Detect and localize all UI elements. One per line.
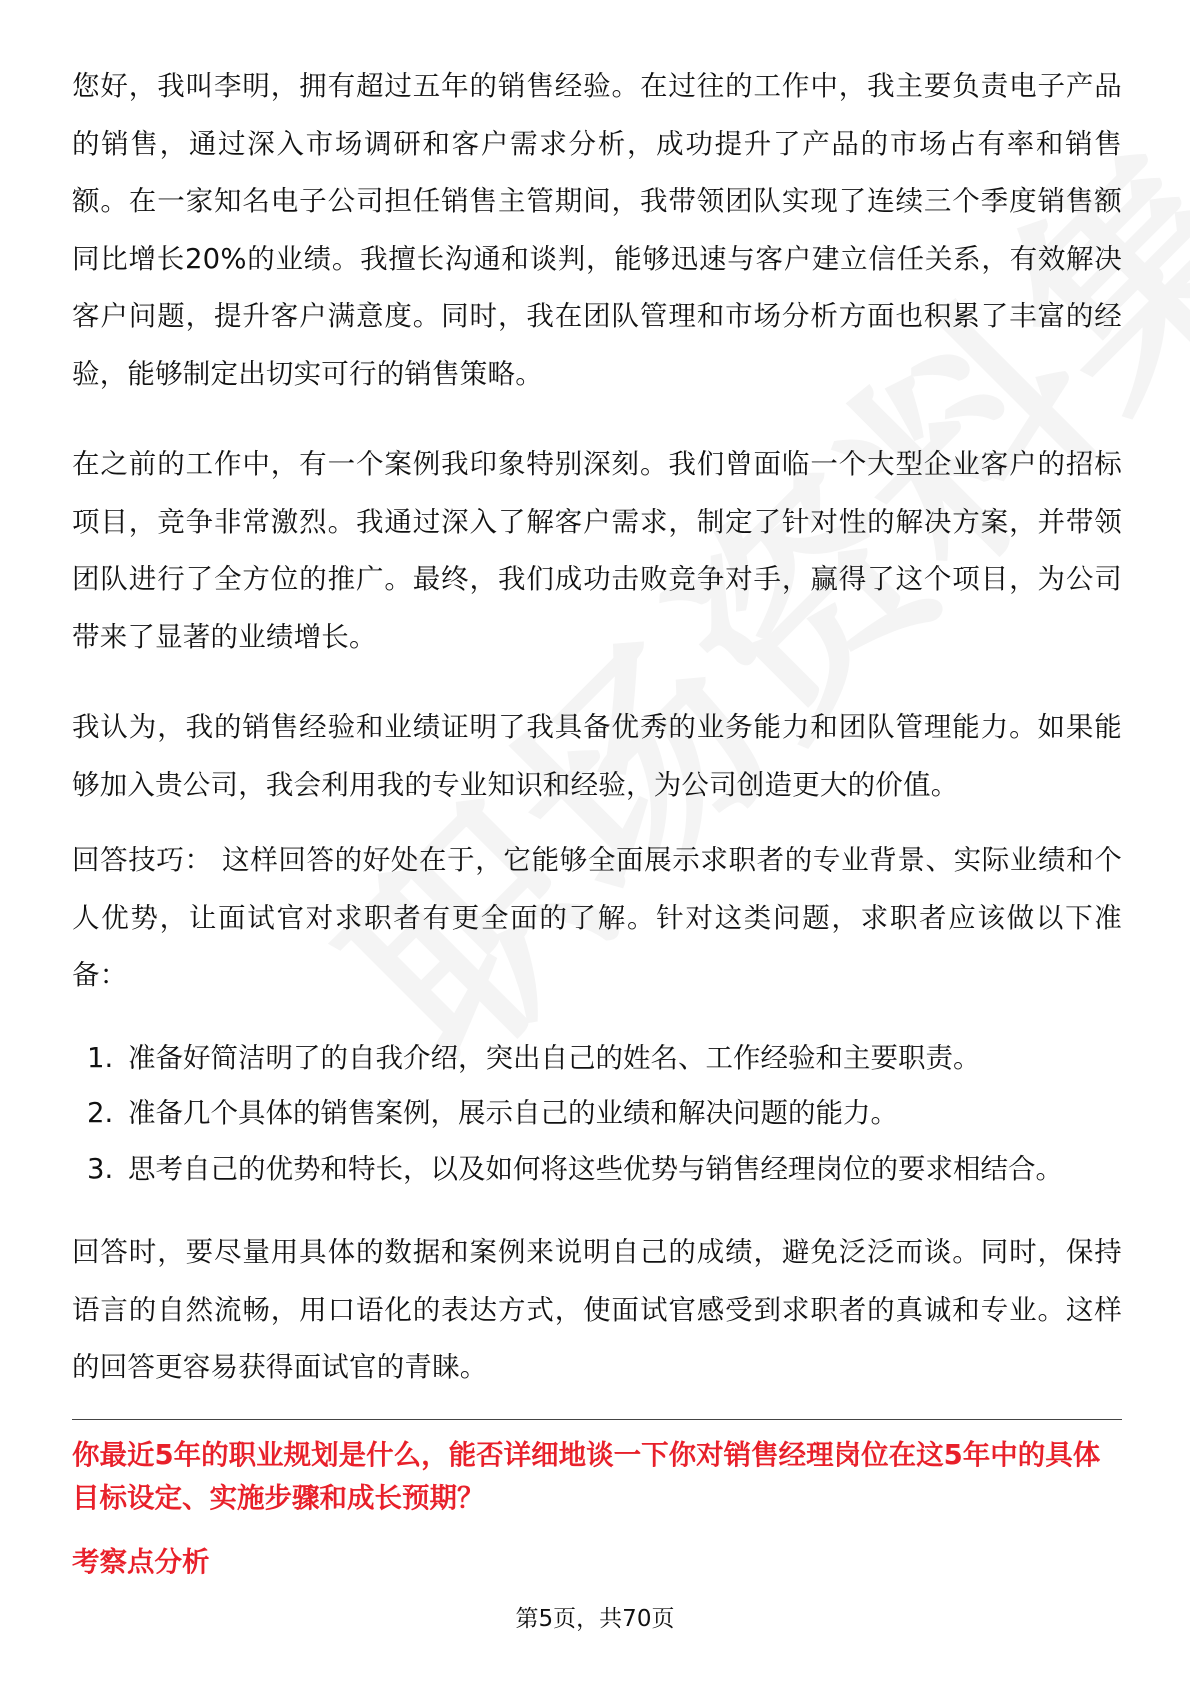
list-item: 2. 准备几个具体的销售案例，展示自己的业绩和解决问题的能力。 (122, 1086, 1122, 1142)
tips-list (72, 1031, 1122, 1198)
list-item: 3. 思考自己的优势和特长，以及如何将这些优势与销售经理岗位的要求相结合。 (122, 1142, 1122, 1198)
conclusion-paragraph: 我认为，我的销售经验和业绩证明了我具备优秀的业务能力和团队管理能力。如果能够加入贵公司，我会利用我的专业知识和经验，为公司创造更大的价值。 (72, 711, 1122, 801)
intro-paragraph: 您好，我叫李明，拥有超过五年的销售经验。在过往的工作中，我主要负责电子产品的销售，通过深入市场调研和客户需求分析，成功提升了产品的市场占有率和销售额。在一家知名电子公司担任销售主管期间，我带领团队实现了连续三个季度销售额同比增长20%的业绩。我擅长沟通和谈判，能够迅速与客户建立信任关系，有效解决客户问题，提升客户满意度。同时，我在团队管理和市场分析方面也积累了丰富的经验，能够制定出切实可行的销售策略。 (72, 70, 1122, 390)
document-body (72, 58, 1122, 1582)
case-paragraph: 在之前的工作中，有一个案例我印象特别深刻。我们曾面临一个大型企业客户的招标项目，竞争非常激烈。我通过深入了解客户需求，制定了针对性的解决方案，并带领团队进行了全方位的推广。最终，我们成功击败竞争对手，赢得了这个项目，为公司带来了显著的业绩增长。 (72, 448, 1122, 653)
page-footer: 第5页，共70页 (515, 1606, 675, 1632)
next-question: 你最近5年的职业规划是什么，能否详细地谈一下你对销售经理岗位在这5年中的具体目标设定、实施步骤和成长预期？ (72, 1438, 1101, 1514)
section-heading: 考察点分析 (72, 1545, 210, 1578)
tips-intro-paragraph: 回答技巧： 这样回答的好处在于，它能够全面展示求职者的专业背景、实际业绩和个人优势，让面试官对求职者有更全面的了解。针对这类问题，求职者应该做以下准备： (72, 844, 1122, 991)
section-divider (72, 1419, 1122, 1420)
closing-paragraph: 回答时，要尽量用具体的数据和案例来说明自己的成绩，避免泛泛而谈。同时，保持语言的自然流畅，用口语化的表达方式，使面试官感受到求职者的真诚和专业。这样的回答更容易获得面试官的青睐。 (72, 1236, 1122, 1383)
list-item: 1. 准备好简洁明了的自我介绍，突出自己的姓名、工作经验和主要职责。 (122, 1031, 1122, 1087)
